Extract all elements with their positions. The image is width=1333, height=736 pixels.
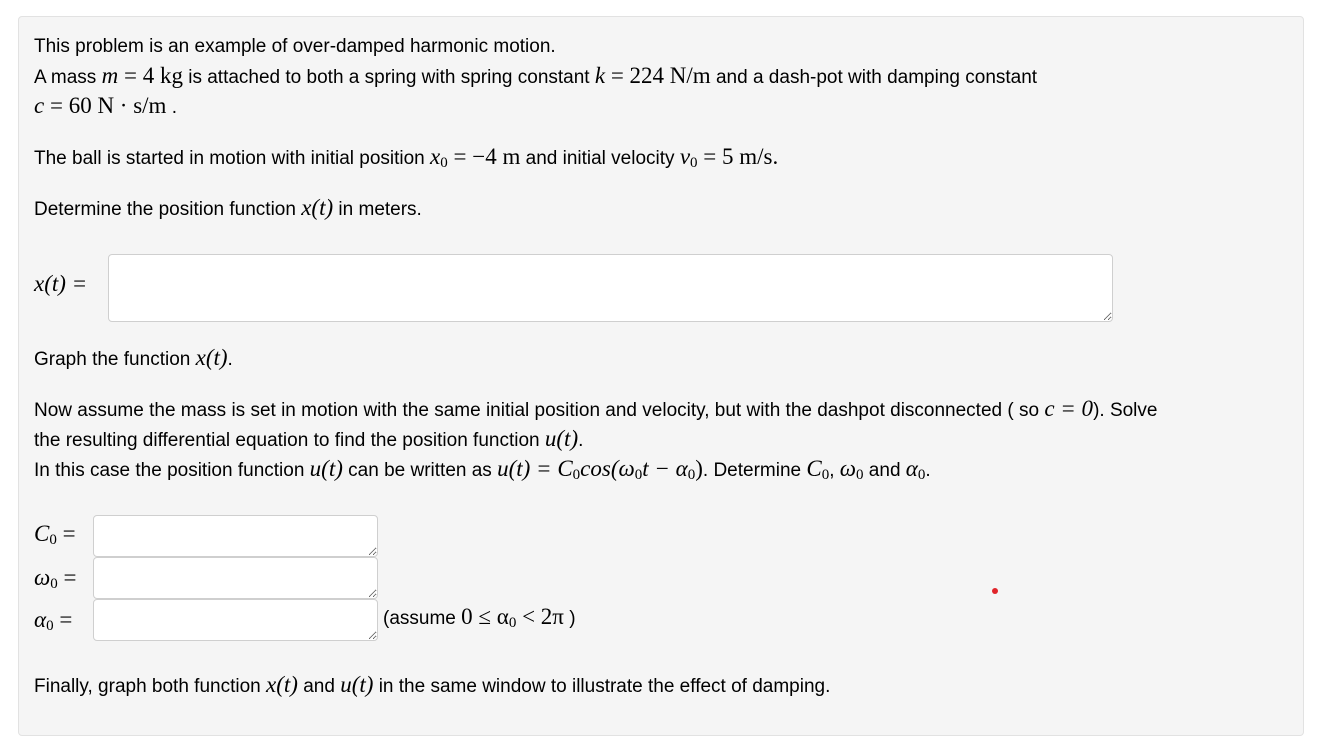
final-text: Finally, graph both function x(t) and u(t) in the same window to illustrate the effect of damping. — [34, 672, 831, 697]
damping-constant-text: c = 60 N · s/m . — [34, 93, 178, 118]
intro-text: This problem is an example of over-damped harmonic motion. — [34, 36, 556, 57]
case-text: In this case the position function u(t) can be written as $u(t) = C_0\cos(\omega_0t - \alpha_0)$. Determine $C_0$, $\omega_0$ and $\alpha_0$. — [34, 456, 931, 483]
result-text: the resulting differential equation to find the position function u(t). — [34, 426, 584, 451]
initial-conditions-text: The ball is started in motion with initial position $x_0 = -4$ m and initial velocity $v_0 = 5$ m/s. — [34, 144, 779, 171]
red-marker-dot — [992, 588, 998, 594]
alpha0-input[interactable] — [93, 599, 378, 641]
x-answer-input[interactable] — [108, 254, 1113, 322]
omega0-input[interactable] — [93, 557, 378, 599]
C0-input[interactable] — [93, 515, 378, 557]
setup-text: A mass m = 4 kg is attached to both a spring with spring constant k = 224 N/m and a dash-pot with damping constant — [34, 63, 1038, 88]
undamped-text: Now assume the mass is set in motion with the same initial position and velocity, but with the dashpot disconnected ( so c = 0). Solve — [34, 396, 1158, 421]
problem-card — [18, 16, 1304, 736]
alpha-assumption: (assume $0 \le \alpha_0 < 2\pi$ ) — [383, 604, 576, 631]
determine-text: Determine the position function x(t) in meters. — [34, 195, 422, 220]
omega0-label: $\omega_0$ = — [34, 565, 77, 592]
graph-text: Graph the function x(t). — [34, 345, 233, 370]
C0-label: $C_0$ = — [34, 521, 76, 548]
alpha0-label: $\alpha_0$ = — [34, 607, 73, 634]
x-answer-label: x(t) = — [34, 271, 88, 296]
